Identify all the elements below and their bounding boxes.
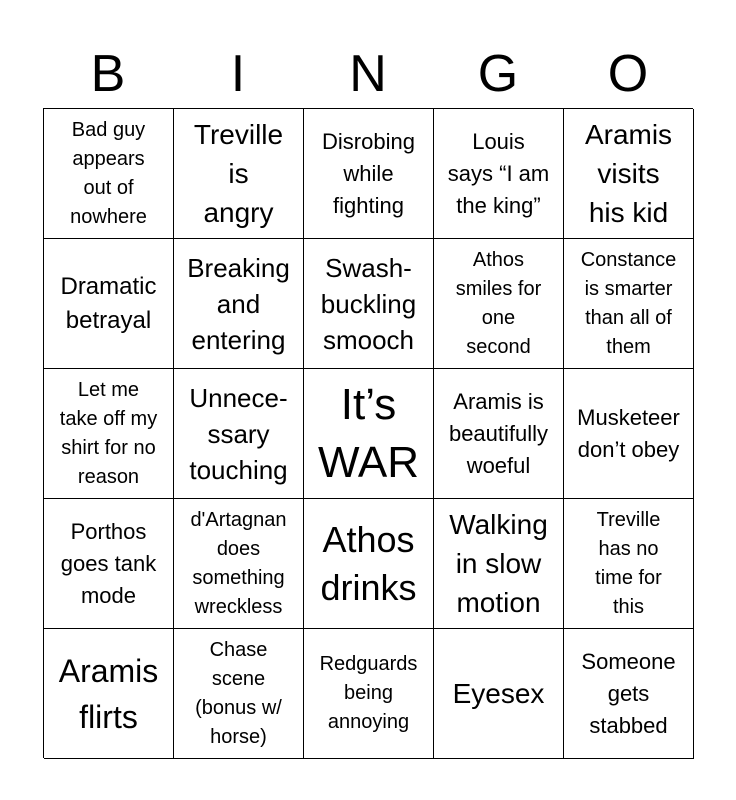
header-letter-n: N	[349, 45, 387, 103]
bingo-cell[interactable]	[174, 109, 304, 239]
bingo-cell[interactable]	[564, 369, 694, 499]
cell-text: Swash- buckling smooch	[320, 252, 417, 355]
cell-text: Treville is angry	[193, 119, 284, 228]
bingo-cell[interactable]	[434, 629, 564, 759]
cell-text: Athos smiles for one second	[455, 248, 542, 358]
bingo-cell[interactable]	[44, 369, 174, 499]
cell-text: Louis says “I am the king”	[447, 128, 550, 218]
cell-text: Redguards being annoying	[319, 653, 418, 733]
cell-text: Constance is smarter than all of them	[580, 248, 677, 358]
bingo-cell[interactable]	[174, 239, 304, 369]
bingo-cell[interactable]	[304, 629, 434, 759]
cell-text: Let me take off my shirt for no reason	[59, 378, 158, 488]
bingo-cell[interactable]	[174, 499, 304, 629]
cell-text: Eyesex	[452, 678, 545, 709]
cell-text: Musketeer don’t obey	[577, 404, 680, 462]
bingo-header	[43, 40, 693, 108]
bingo-cell[interactable]	[564, 109, 694, 239]
bingo-cell[interactable]	[174, 369, 304, 499]
bingo-cell[interactable]	[44, 499, 174, 629]
bingo-cell[interactable]	[174, 629, 304, 759]
cell-text: Treville has no time for this	[595, 508, 662, 618]
cell-text: Unnece- ssary touching	[189, 382, 288, 485]
bingo-cell[interactable]	[564, 239, 694, 369]
header-letter-g: G	[477, 45, 519, 103]
bingo-cell[interactable]	[304, 499, 434, 629]
header-letter-b: B	[90, 45, 126, 103]
cell-text: Aramis is beautifully woeful	[448, 388, 549, 478]
cell-text: It’s WAR	[317, 379, 420, 487]
bingo-cell[interactable]	[434, 239, 564, 369]
cell-text: Dramatic betrayal	[60, 272, 157, 334]
cell-text: Aramis flirts	[58, 652, 159, 735]
bingo-cell[interactable]	[434, 369, 564, 499]
bingo-cell[interactable]	[564, 499, 694, 629]
cell-text: Someone gets stabbed	[581, 648, 676, 738]
bingo-cell[interactable]	[44, 629, 174, 759]
header-letter-o: O	[607, 45, 649, 103]
bingo-cell[interactable]	[564, 629, 694, 759]
cell-text: Aramis visits his kid	[584, 119, 673, 228]
cell-text: Breaking and entering	[187, 252, 290, 355]
cell-text: Bad guy appears out of nowhere	[70, 118, 147, 228]
cell-text: Disrobing while fighting	[322, 128, 415, 218]
cell-text: Chase scene (bonus w/ horse)	[195, 638, 282, 748]
cell-text: Walking in slow motion	[449, 509, 548, 618]
cell-text: Athos drinks	[320, 518, 417, 608]
cell-text: Porthos goes tank mode	[60, 518, 157, 608]
bingo-cell[interactable]	[44, 109, 174, 239]
cell-text: d'Artagnan does something wreckless	[190, 508, 287, 618]
bingo-cell[interactable]	[434, 499, 564, 629]
bingo-board	[43, 108, 693, 758]
free-space-cell[interactable]	[304, 369, 434, 499]
bingo-cell[interactable]	[304, 239, 434, 369]
bingo-cell[interactable]	[434, 109, 564, 239]
bingo-cell[interactable]	[44, 239, 174, 369]
bingo-cell[interactable]	[304, 109, 434, 239]
header-letter-i: I	[230, 45, 246, 103]
